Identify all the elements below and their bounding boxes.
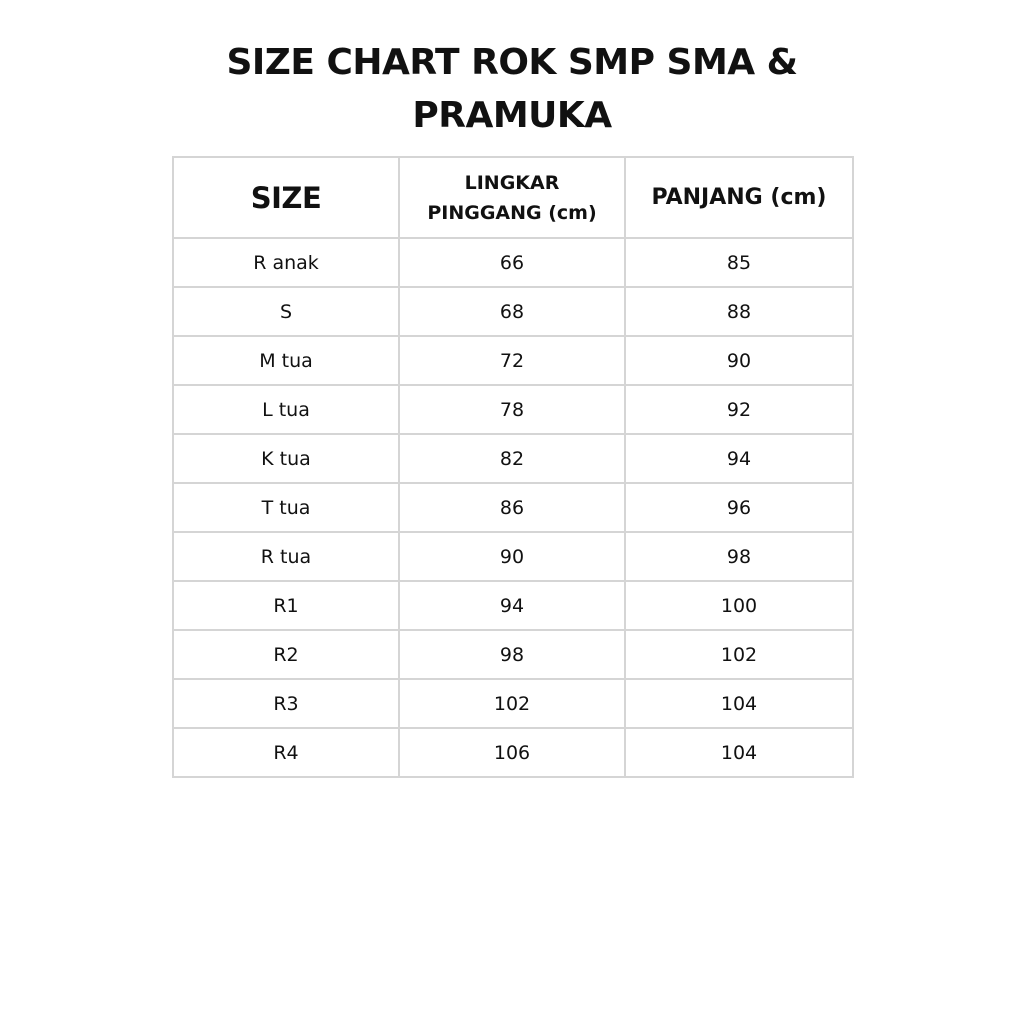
cell-length: 85 — [625, 238, 853, 287]
header-waist — [399, 157, 625, 238]
table-row — [173, 630, 853, 679]
table-row — [173, 385, 853, 434]
table-header — [173, 157, 853, 238]
cell-size: R1 — [173, 581, 399, 630]
page-title — [0, 36, 1024, 142]
cell-length: 102 — [625, 630, 853, 679]
cell-waist: 90 — [399, 532, 625, 581]
cell-length: 96 — [625, 483, 853, 532]
page-title-line-1: SIZE CHART ROK SMP SMA & — [226, 42, 798, 83]
cell-size: R anak — [173, 238, 399, 287]
table-row — [173, 483, 853, 532]
cell-size: R4 — [173, 728, 399, 777]
table-row — [173, 434, 853, 483]
cell-size: T tua — [173, 483, 399, 532]
cell-waist: 82 — [399, 434, 625, 483]
cell-length: 88 — [625, 287, 853, 336]
cell-waist: 94 — [399, 581, 625, 630]
cell-waist: 106 — [399, 728, 625, 777]
cell-size: R3 — [173, 679, 399, 728]
cell-length: 104 — [625, 679, 853, 728]
cell-waist: 66 — [399, 238, 625, 287]
cell-size: K tua — [173, 434, 399, 483]
cell-waist: 68 — [399, 287, 625, 336]
table-row — [173, 287, 853, 336]
page-title-line-2: PRAMUKA — [412, 95, 612, 136]
cell-size: L tua — [173, 385, 399, 434]
cell-length: 104 — [625, 728, 853, 777]
cell-size: S — [173, 287, 399, 336]
cell-waist: 72 — [399, 336, 625, 385]
cell-size: R tua — [173, 532, 399, 581]
header-waist-line-1: LINGKAR — [464, 171, 560, 194]
table-row — [173, 238, 853, 287]
table-row — [173, 679, 853, 728]
cell-size: M tua — [173, 336, 399, 385]
cell-length: 90 — [625, 336, 853, 385]
cell-waist: 86 — [399, 483, 625, 532]
table-row — [173, 336, 853, 385]
size-chart-table — [172, 156, 854, 778]
header-row — [173, 157, 853, 238]
header-length: PANJANG (cm) — [625, 157, 853, 238]
table-row — [173, 728, 853, 777]
cell-length: 92 — [625, 385, 853, 434]
table-row — [173, 581, 853, 630]
cell-size: R2 — [173, 630, 399, 679]
cell-waist: 102 — [399, 679, 625, 728]
cell-waist: 78 — [399, 385, 625, 434]
cell-length: 98 — [625, 532, 853, 581]
cell-length: 94 — [625, 434, 853, 483]
header-size: SIZE — [173, 157, 399, 238]
table-body — [173, 238, 853, 777]
cell-waist: 98 — [399, 630, 625, 679]
table-row — [173, 532, 853, 581]
cell-length: 100 — [625, 581, 853, 630]
header-waist-line-2: PINGGANG (cm) — [427, 201, 597, 224]
